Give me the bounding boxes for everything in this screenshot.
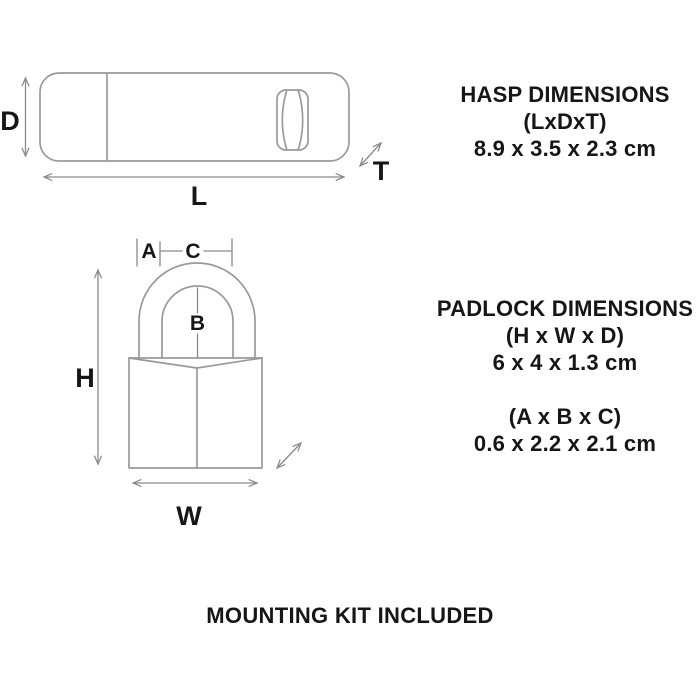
padlock-b-label: B xyxy=(189,312,206,335)
padlock-info-block xyxy=(430,295,700,457)
padlock-height-label: H xyxy=(75,363,95,393)
hasp-staple-barrel xyxy=(282,91,302,149)
hasp-diagram xyxy=(0,73,390,211)
hasp-info-block xyxy=(430,81,700,162)
mounting-kit-note: MOUNTING KIT INCLUDED xyxy=(206,603,494,628)
hasp-info-values: 8.9 x 3.5 x 2.3 cm xyxy=(473,136,657,161)
info-spacer xyxy=(430,376,700,403)
hasp-info-title: HASP DIMENSIONS xyxy=(460,82,670,107)
hasp-depth-label: D xyxy=(0,106,20,136)
padlock-info-values-hwd: 6 x 4 x 1.3 cm xyxy=(492,350,638,375)
padlock-info-values-abc: 0.6 x 2.2 x 2.1 cm xyxy=(473,431,657,456)
padlock-width-label: W xyxy=(176,501,202,531)
padlock-info-formula-hwd: (H x W x D) xyxy=(505,323,625,348)
hasp-thickness-label: T xyxy=(372,156,390,186)
padlock-c-label: C xyxy=(185,240,201,263)
padlock-body-chamfer xyxy=(129,358,262,368)
hasp-length-label: L xyxy=(190,181,208,211)
hasp-info-formula: (LxDxT) xyxy=(523,109,607,134)
padlock-info-title: PADLOCK DIMENSIONS xyxy=(436,296,694,321)
padlock-diagram xyxy=(75,239,301,531)
padlock-info-formula-abc: (A x B x C) xyxy=(508,404,622,429)
padlock-body xyxy=(129,358,262,468)
padlock-depth-arrow xyxy=(277,443,301,468)
padlock-a-label: A xyxy=(141,240,157,263)
